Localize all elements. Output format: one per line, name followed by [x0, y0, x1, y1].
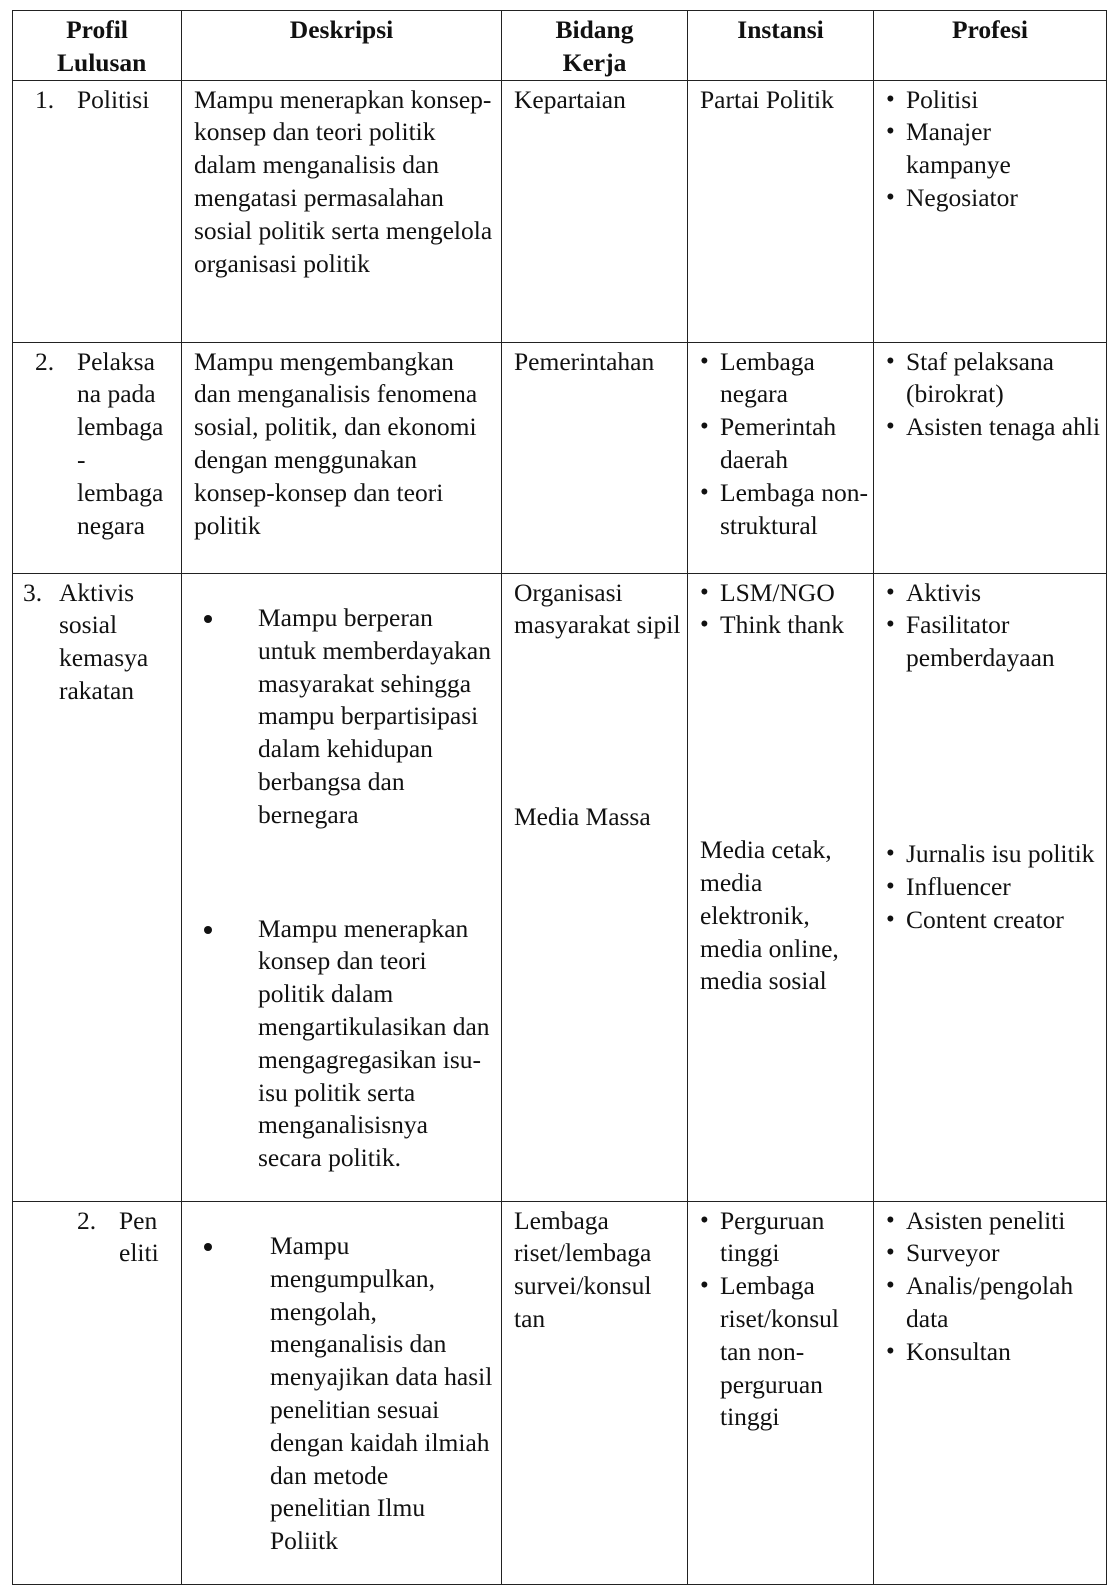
header-profil-text: Profil Lulusan: [57, 15, 147, 77]
cell-instansi: [688, 1201, 874, 1584]
list-item: • Analis/pengolah data: [886, 1270, 1102, 1336]
cell-bidang: Lembaga riset/lembaga survei/konsul tan: [502, 1201, 688, 1584]
profil-name: Politisi: [77, 84, 150, 114]
instansi-list: [700, 346, 869, 543]
list-item: • Lembaga non-struktural: [700, 477, 869, 543]
profil-name: Pen eliti: [119, 1205, 159, 1268]
list-item: • Staf pelaksana (birokrat): [886, 346, 1102, 412]
cell-deskripsi: Mampu menerapkan konsep-konsep dan teori politik dalam menganalisis dan mengatasi permasalahan sosial politik serta mengelola organisasi politik: [182, 80, 502, 342]
header-profil: [13, 11, 182, 81]
cell-instansi: Partai Politik: [688, 80, 874, 342]
row-number: 2.: [77, 1205, 97, 1235]
header-bidang: [502, 11, 688, 81]
list-item: • Jurnalis isu politik: [886, 838, 1102, 871]
table-header-row: [13, 11, 1107, 81]
profesi-list: [886, 84, 1102, 215]
list-item: • Influencer: [886, 871, 1102, 904]
cell-bidang: Kepartaian: [502, 80, 688, 342]
list-item: • Manajer kampanye: [886, 116, 1102, 182]
cell-instansi: [688, 342, 874, 573]
deskripsi-list: [186, 602, 495, 832]
list-item: • Lembaga negara: [700, 346, 869, 412]
cell-profil: [13, 342, 182, 573]
list-item: • Think thank: [700, 609, 869, 642]
cell-deskripsi: [182, 573, 502, 1201]
cell-profesi: [874, 1201, 1107, 1584]
cell-profil: [13, 80, 182, 342]
list-item: • Aktivis: [886, 577, 1102, 610]
list-item: • Perguruan tinggi: [700, 1205, 869, 1271]
document-page: [12, 10, 1107, 1585]
list-item: • Negosiator: [886, 182, 1102, 215]
bidang-b: Media Massa: [514, 802, 651, 832]
header-bidang-text: Bidang Kerja: [555, 15, 634, 77]
list-item: • Content creator: [886, 904, 1102, 937]
list-item: • Pemerintah daerah: [700, 411, 869, 477]
cell-profesi: [874, 573, 1107, 1201]
instansi-b: Media cetak, media elektronik, media online, media sosial: [700, 835, 839, 996]
list-item: • Asisten tenaga ahli: [886, 411, 1102, 444]
profil-name: Aktivis sosial kemasya rakatan: [59, 577, 149, 705]
profesi-list: [886, 346, 1102, 444]
deskripsi-list: [186, 913, 495, 1175]
cell-profesi: [874, 342, 1107, 573]
row-number: 2.: [35, 346, 55, 376]
deskripsi-list: [186, 1230, 495, 1558]
instansi-list: [700, 577, 869, 643]
profesi-list: [886, 1205, 1102, 1369]
spacer: [186, 857, 495, 887]
table-row: [13, 342, 1107, 573]
profil-lulusan-table: [12, 10, 1107, 1585]
profil-name: Pelaksa na pada lembaga - lembaga negara: [77, 346, 164, 540]
list-item: • Politisi: [886, 84, 1102, 117]
deskripsi-item: • Mampu menerapkan konsep dan teori politik dalam mengartikulasikan dan mengagregasikan isu-isu politik serta menganalisisnya secara politik.: [226, 913, 495, 1175]
instansi-list: [700, 1205, 869, 1435]
cell-bidang: [502, 573, 688, 1201]
profesi-list: [886, 838, 1102, 936]
list-item: • Konsultan: [886, 1336, 1102, 1369]
deskripsi-item: • Mampu mengumpulkan, mengolah, menganalisis dan menyajikan data hasil penelitian sesuai dengan kaidah ilmiah dan metode penelitian Ilmu Poliitk: [226, 1230, 495, 1558]
header-deskripsi: Deskripsi: [182, 11, 502, 81]
row-number: 1.: [35, 84, 55, 114]
list-item: • LSM/NGO: [700, 577, 869, 610]
cell-profil: [13, 1201, 182, 1584]
cell-deskripsi: Mampu mengembangkan dan menganalisis fenomena sosial, politik, dan ekonomi dengan menggunakan konsep-konsep dan teori politik: [182, 342, 502, 573]
list-item: • Asisten peneliti: [886, 1205, 1102, 1238]
cell-deskripsi: [182, 1201, 502, 1584]
table-row: [13, 573, 1107, 1201]
cell-profesi: [874, 80, 1107, 342]
row-number: 3.: [23, 577, 43, 607]
table-row: [13, 1201, 1107, 1584]
table-row: [13, 80, 1107, 342]
header-instansi: Instansi: [688, 11, 874, 81]
cell-instansi: [688, 573, 874, 1201]
bidang-a: Organisasi masyarakat sipil: [514, 577, 681, 640]
list-item: • Lembaga riset/konsul tan non-perguruan tinggi: [700, 1270, 869, 1434]
list-item: • Surveyor: [886, 1237, 1102, 1270]
list-item: • Fasilitator pemberdayaan: [886, 609, 1102, 675]
deskripsi-item: • Mampu berperan untuk memberdayakan masyarakat sehingga mampu berpartisipasi dalam kehidupan berbangsa dan bernegara: [226, 602, 495, 832]
profesi-list: [886, 577, 1102, 675]
cell-profil: [13, 573, 182, 1201]
header-profesi: Profesi: [874, 11, 1107, 81]
cell-bidang: Pemerintahan: [502, 342, 688, 573]
